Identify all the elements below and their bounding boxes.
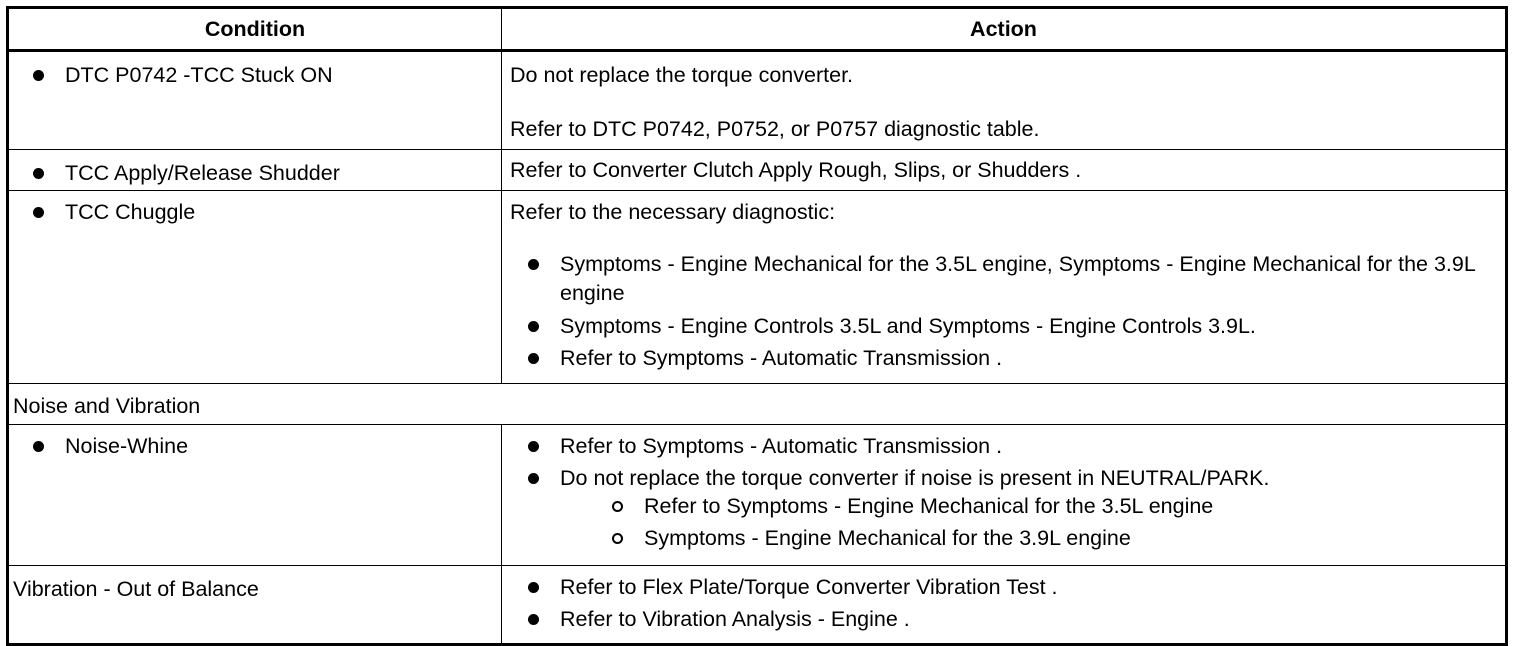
condition-text: Vibration - Out of Balance [13,577,259,601]
condition-text: TCC Chuggle [31,198,501,226]
condition-cell [8,425,502,566]
table-row [8,566,1507,645]
condition-cell [8,51,502,150]
condition-text: Noise-Whine [31,432,501,460]
table-row [8,51,1507,150]
list-item: Symptoms - Engine Controls 3.5L and Symptoms - Engine Controls 3.9L. [526,312,1497,340]
table-row [8,191,1507,384]
list-item: Refer to Symptoms - Automatic Transmission . [526,344,1497,372]
condition-text: TCC Apply/Release Shudder [31,159,501,187]
section-cell [8,384,1507,425]
section-row [8,384,1507,425]
list-item: Symptoms - Engine Mechanical for the 3.5L engine, Symptoms - Engine Mechanical for the 3.9L engine [526,250,1497,308]
action-cell [502,425,1507,566]
condition-cell [8,191,502,384]
header-row [8,8,1507,51]
action-cell [502,191,1507,384]
action-cell [502,150,1507,191]
table-row [8,150,1507,191]
bullet-list [510,573,1497,633]
action-cell [502,51,1507,150]
action-text: Refer to Converter Clutch Apply Rough, Slips, or Shudders . [510,158,1082,182]
table-row [8,425,1507,566]
condition-cell [8,566,502,645]
section-title: Noise and Vibration [13,394,201,418]
action-text: Do not replace the torque converter. [510,63,854,87]
action-intro: Refer to the necessary diagnostic: [510,200,836,224]
condition-cell [8,150,502,191]
condition-header: Condition [8,8,502,51]
action-text: Refer to DTC P0742, P0752, or P0757 diagnostic table. [510,117,1040,141]
list-item: Refer to Vibration Analysis - Engine . [526,605,1497,633]
sub-list-item: Refer to Symptoms - Engine Mechanical for the 3.5L engine [610,492,1497,520]
list-item: Refer to Flex Plate/Torque Converter Vibration Test . [526,573,1497,601]
bullet-list [510,250,1497,372]
sub-list-item: Symptoms - Engine Mechanical for the 3.9L engine [610,524,1497,552]
diagnostic-table [6,6,1508,646]
list-item: Refer to Symptoms - Automatic Transmission . [526,432,1497,460]
bullet-list [510,432,1497,552]
action-cell [502,566,1507,645]
condition-text: DTC P0742 -TCC Stuck ON [31,61,501,89]
sub-bullet-list [560,492,1497,552]
list-item: Do not replace the torque converter if noise is present in NEUTRAL/PARK. Refer to Symptoms - Engine Mechanical for the 3.5L engine Symptoms - Engine Mechanical for the 3.9L engine [526,464,1497,552]
action-header: Action [502,8,1507,51]
